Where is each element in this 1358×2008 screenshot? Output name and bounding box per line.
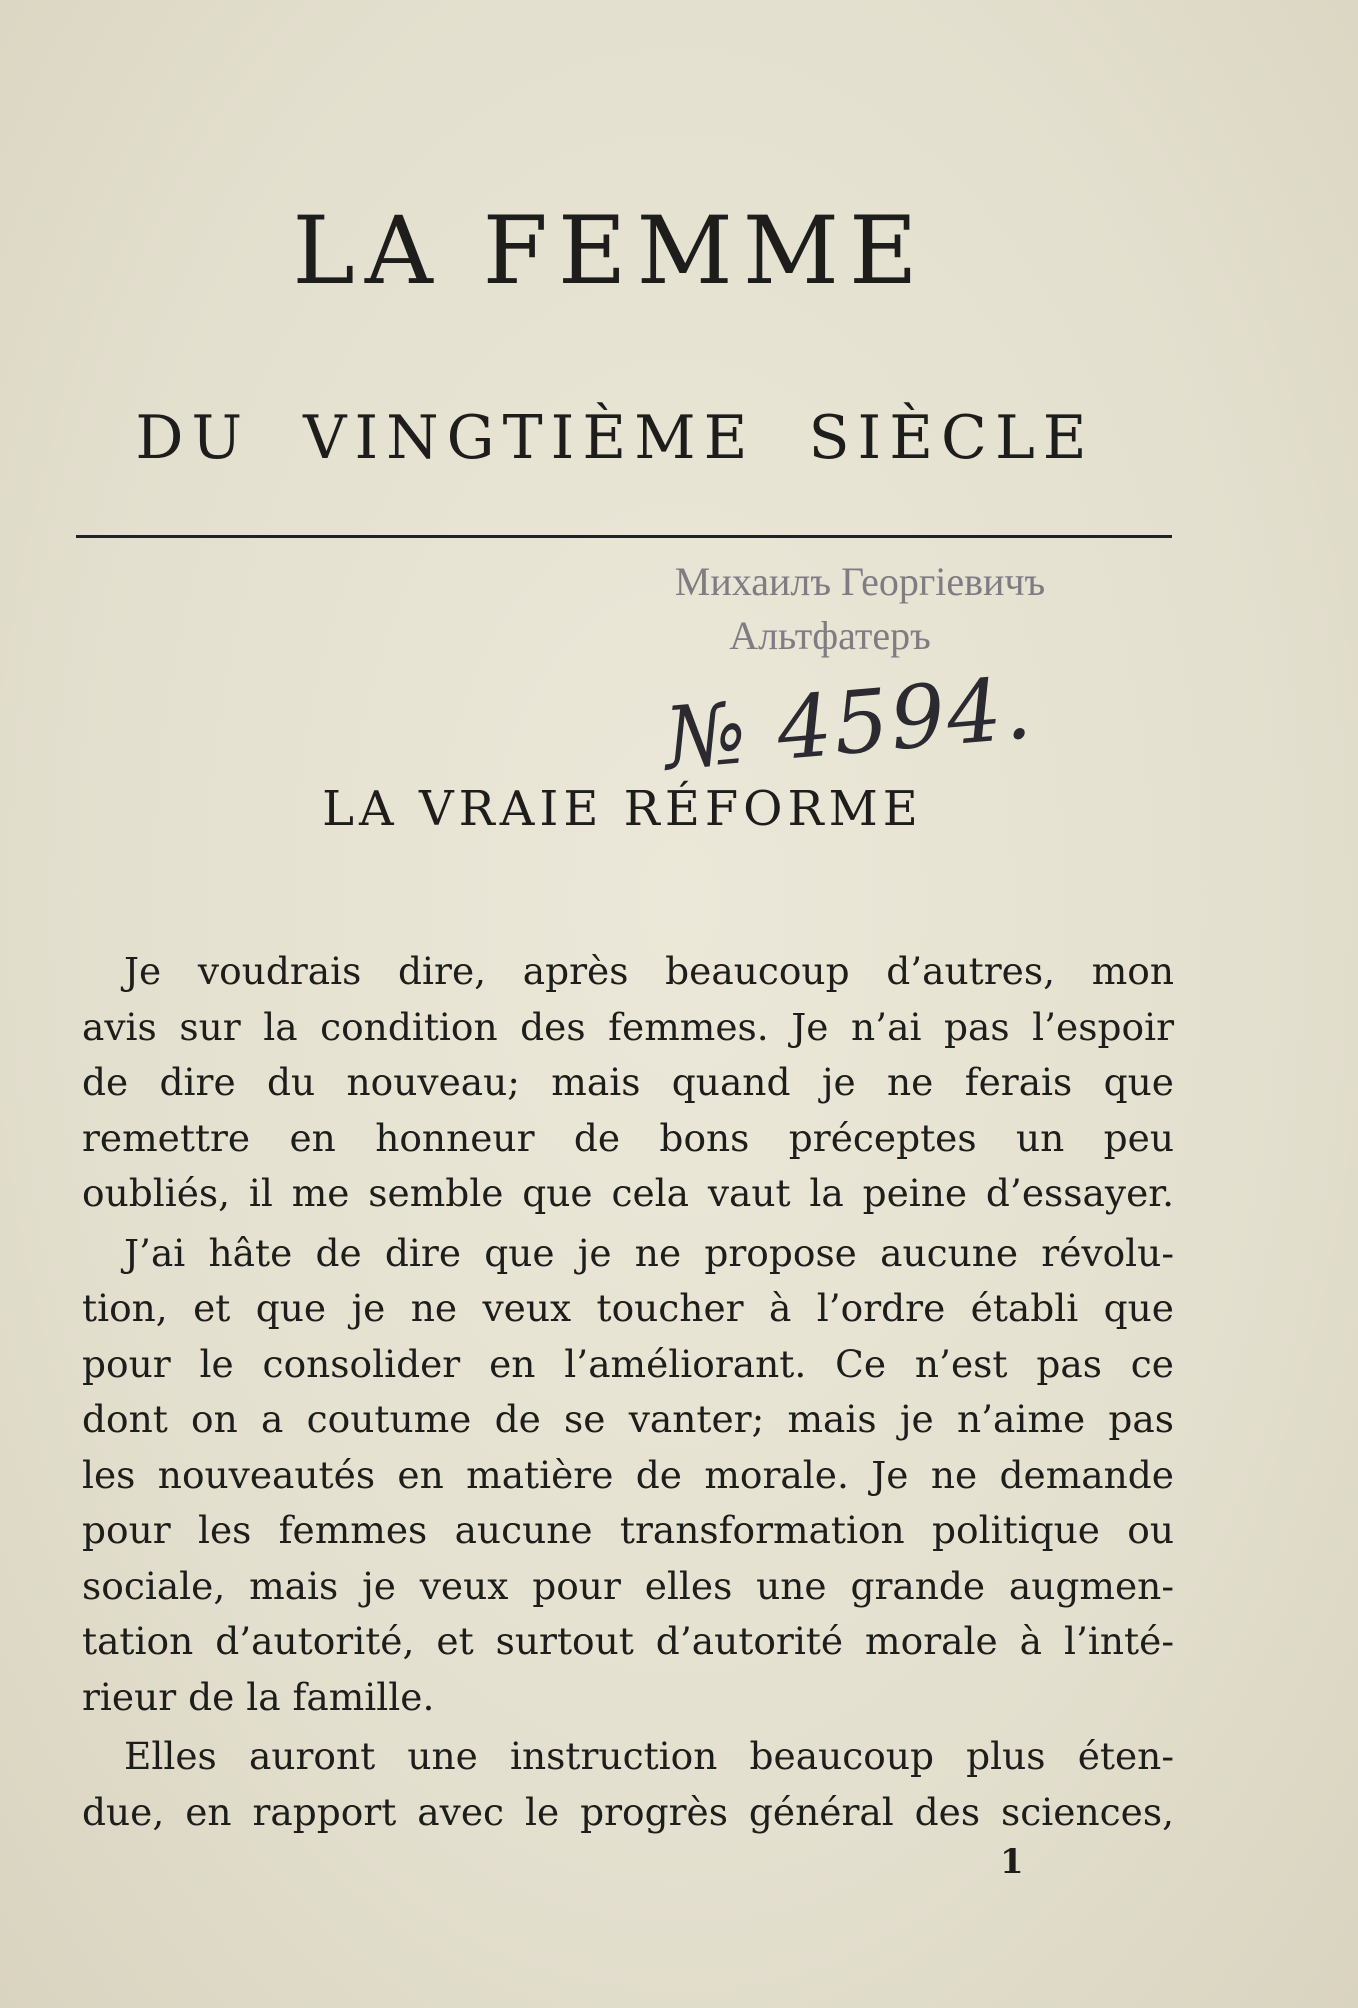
book-title: LA FEMME xyxy=(292,197,928,306)
paragraph-1 xyxy=(82,944,1174,1222)
text-line: pour les femmes aucune transformation politique ou xyxy=(82,1508,1174,1552)
text-line: tion, et que je ne veux toucher à l’ordre établi que xyxy=(82,1286,1174,1330)
text-line: avis sur la condition des femmes. Je n’ai pas l’espoir xyxy=(82,1004,1174,1049)
text-line: les nouveautés en matière de morale. Je ne demande xyxy=(82,1452,1174,1497)
stamp-line-1: Михаилъ Георгіевичъ xyxy=(674,559,1046,604)
text-line: pour le consolider en l’améliorant. Ce n’est pas ce xyxy=(82,1341,1174,1386)
body-text xyxy=(82,944,1174,1844)
text-line: dont on a coutume de se vanter; mais je n’aime pas xyxy=(82,1397,1174,1441)
handwritten-inventory-number: № 4594. xyxy=(660,658,1037,790)
text-line: oubliés, il me semble que cela vaut la peine d’essayer. xyxy=(82,1171,1174,1215)
stamp-line-2: Альтфатеръ xyxy=(729,613,931,658)
text-line: sociale, mais je veux pour elles une grande augmen- xyxy=(82,1563,1174,1608)
section-heading: LA VRAIE RÉFORME xyxy=(322,781,923,837)
text-line: Elles auront une instruction beaucoup plus éten- xyxy=(124,1734,1174,1778)
paragraph-3 xyxy=(82,1729,1174,1840)
text-line: tation d’autorité, et surtout d’autorité morale à l’inté- xyxy=(82,1619,1174,1663)
text-line: rieur de la famille. xyxy=(82,1674,435,1719)
title-rule xyxy=(76,535,1172,538)
page-number: 1 xyxy=(1000,1842,1024,1882)
text-line: de dire du nouveau; mais quand je ne ferais que xyxy=(82,1060,1174,1104)
text-line: due, en rapport avec le progrès général des sciences, xyxy=(82,1789,1174,1834)
text-line: J’ai hâte de dire que je ne propose aucune révolu- xyxy=(124,1230,1174,1275)
text-line: Je voudrais dire, après beaucoup d’autres, mon xyxy=(124,949,1174,993)
paragraph-2 xyxy=(82,1226,1174,1726)
text-line: remettre en honneur de bons préceptes un peu xyxy=(82,1115,1174,1160)
book-subtitle: DU VINGTIÈME SIÈCLE xyxy=(135,403,1095,473)
ownership-stamp xyxy=(600,555,1120,663)
